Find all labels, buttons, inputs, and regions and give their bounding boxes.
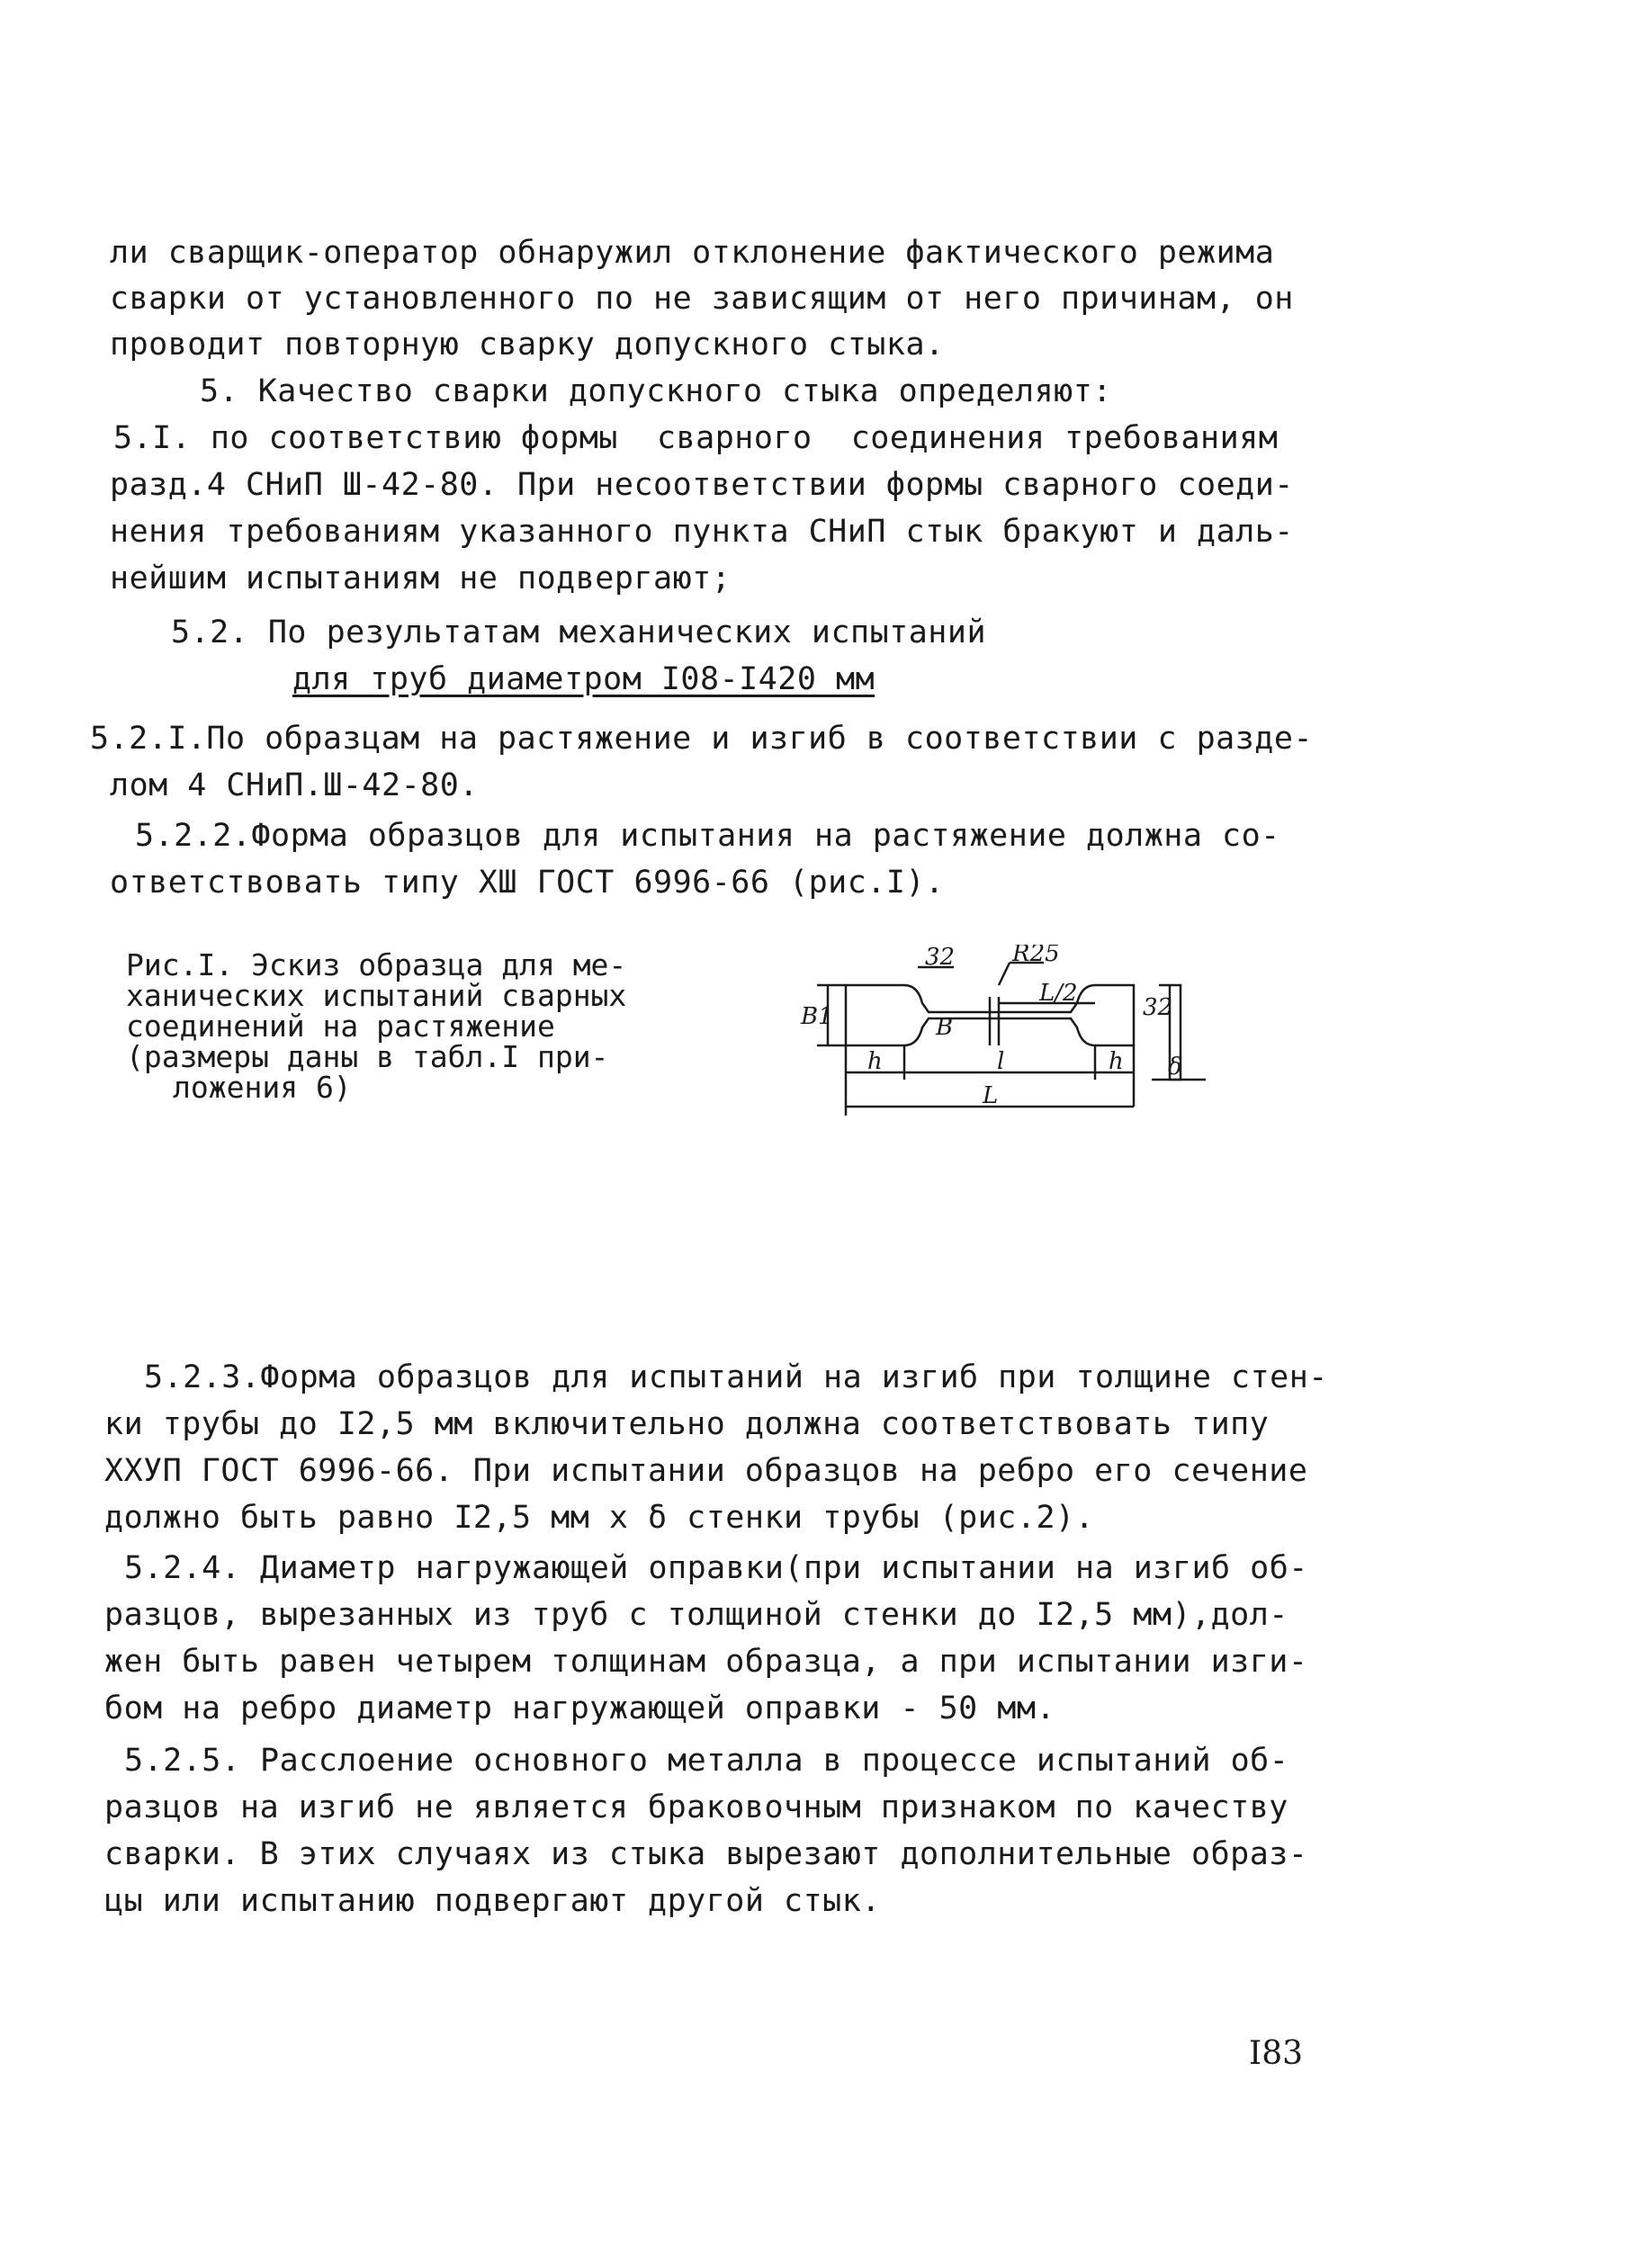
- figure-caption-line: ханических испытаний сварных: [126, 978, 627, 1013]
- paragraph-line: разцов, вырезанных из труб с толщиной стенки до I2,5 мм),дол-: [104, 1597, 1288, 1633]
- paragraph-line: должно быть равно I2,5 мм х δ стенки трубы (рис.2).: [104, 1500, 1095, 1536]
- paragraph-line: бом на ребро диаметр нагружающей оправки - 50 мм.: [104, 1691, 1056, 1726]
- dim-label: h: [867, 1048, 883, 1075]
- dim-label: B1: [801, 1003, 833, 1030]
- figure-caption-line: (размеры даны в табл.I при-: [126, 1039, 609, 1074]
- dim-label: R25: [1012, 945, 1060, 967]
- section-heading: 5. Качество сварки допускного стыка определяют:: [200, 373, 1112, 409]
- paragraph-line: 5.2.4. Диаметр нагружающей оправки(при испытании на изгиб об-: [124, 1550, 1308, 1586]
- dim-label: δ: [1168, 1054, 1182, 1081]
- dim-label: L: [983, 1082, 999, 1109]
- dim-label: 32: [1143, 994, 1173, 1021]
- dim-label: l: [997, 1048, 1005, 1075]
- paragraph-line: 5.I. по соответствию формы сварного соединения требованиям: [113, 420, 1279, 456]
- paragraph-line: ответствовать типу ХШ ГОСТ 6996-66 (рис.I).: [110, 865, 945, 901]
- dim-label: B: [936, 1014, 954, 1041]
- paragraph-line: 5.2.3.Форма образцов для испытаний на изгиб при толщине стен-: [144, 1359, 1328, 1395]
- specimen-sketch: [774, 945, 1206, 1143]
- paragraph-line: 5.2.5. Расслоение основного металла в процессе испытаний об-: [124, 1743, 1289, 1779]
- figure-caption-line: ложения 6): [173, 1070, 352, 1105]
- paragraph-line: ли сварщик-оператор обнаружил отклонение фактического режима: [110, 235, 1275, 271]
- paragraph-line: ХХУП ГОСТ 6996-66. При испытании образцов на ребро его сечение: [104, 1453, 1308, 1489]
- page-number: I83: [1249, 2035, 1304, 2072]
- paragraph-line: 5.2.2.Форма образцов для испытания на растяжение должна со-: [135, 818, 1280, 854]
- paragraph-line: цы или испытанию подвергают другой стык.: [104, 1883, 881, 1919]
- subheading: для труб диаметром I08-I420 мм: [292, 661, 875, 697]
- paragraph-line: сварки. В этих случаях из стыка вырезают дополнительные образ-: [104, 1836, 1308, 1872]
- paragraph-line: разд.4 СНиП Ш-42-80. При несоответствии формы сварного соеди-: [110, 467, 1294, 503]
- paragraph-line: разцов на изгиб не является браковочным признаком по качеству: [104, 1789, 1288, 1825]
- paragraph-line: проводит повторную сварку допускного стыка.: [110, 327, 945, 363]
- paragraph-line: лом 4 СНиП.Ш-42-80.: [110, 767, 479, 803]
- paragraph-line: ки трубы до I2,5 мм включительно должна соответствовать типу: [104, 1406, 1270, 1442]
- paragraph-line: жен быть равен четырем толщинам образца, а при испытании изги-: [104, 1644, 1308, 1680]
- dim-label: L/2: [1039, 980, 1078, 1007]
- paragraph-line: нейшим испытаниям не подвергают;: [110, 561, 732, 596]
- dim-label: 32: [925, 945, 956, 971]
- paragraph-line: нения требованиям указанного пункта СНиП стык бракуют и даль-: [110, 514, 1294, 550]
- figure-caption-line: соединений на растяжение: [126, 1009, 555, 1044]
- dim-label: h: [1109, 1048, 1124, 1075]
- paragraph-line: 5.2.I.По образцам на растяжение и изгиб в соответствии с разде-: [90, 721, 1314, 757]
- figure-caption-line: Рис.I. Эскиз образца для ме-: [126, 947, 627, 982]
- paragraph-line: сварки от установленного по не зависящим от него причинам, он: [110, 281, 1294, 317]
- paragraph-line: 5.2. По результатам механических испытаний: [171, 614, 987, 650]
